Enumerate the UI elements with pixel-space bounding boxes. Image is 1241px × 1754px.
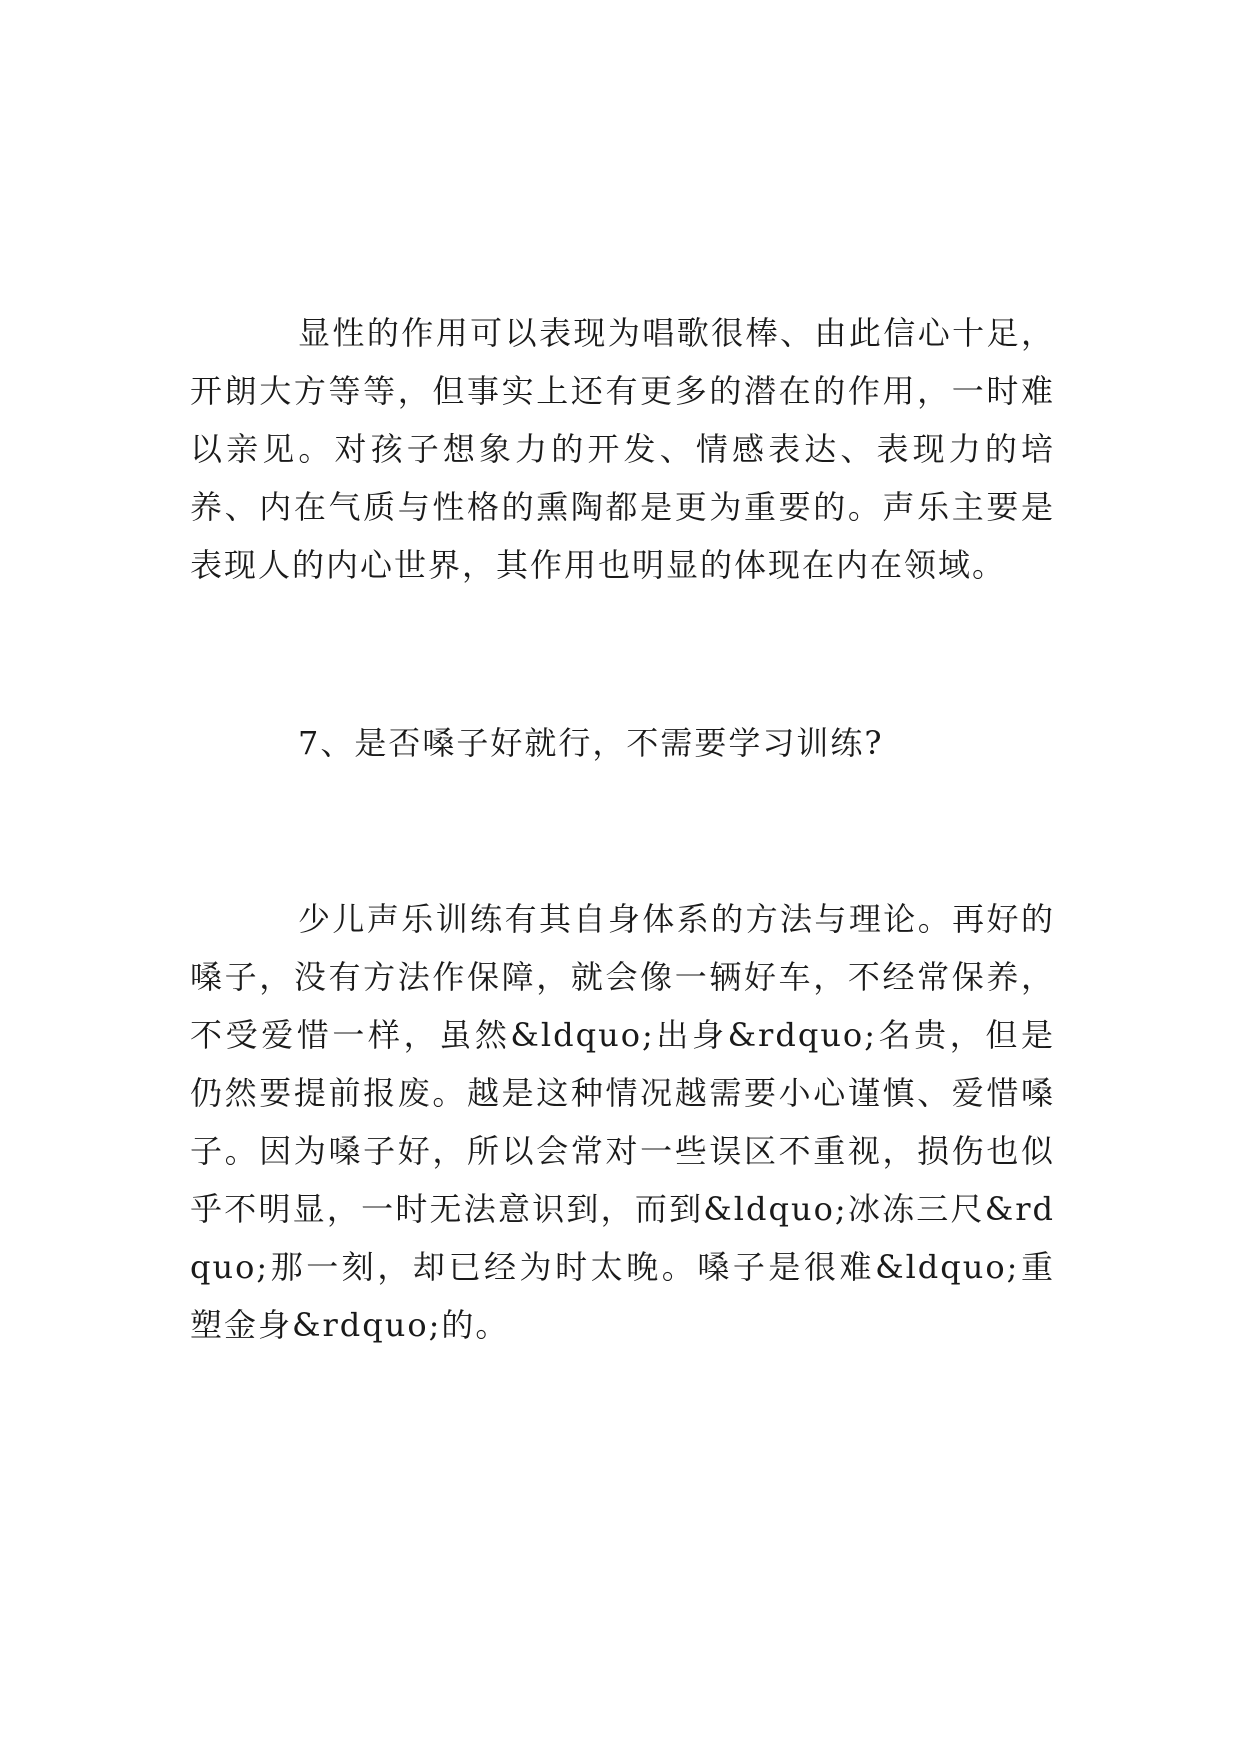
paragraph-explicit-effects: 显性的作用可以表现为唱歌很棒、由此信心十足，开朗大方等等，但事实上还有更多的潜在的作用，一时难以亲见。对孩子想象力的开发、情感表达、表现力的培养、内在气质与性格的熏陶都是更为重要的。声乐主要是表现人的内心世界，其作用也明显的体现在内在领域。: [190, 314, 1055, 584]
paragraph-voice-training: 少儿声乐训练有其自身体系的方法与理论。再好的嗓子，没有方法作保障，就会像一辆好车，不经常保养，不受爱惜一样，虽然&ldquo;出身&rdquo;名贵，但是仍然要提前报废。越是这种情况越需要小心谨慎、爱惜嗓子。因为嗓子好，所以会常对一些误区不重视，损伤也似乎不明显，一时无法意识到，而到&ldquo;冰冻三尺&rdquo;那一刻，却已经为时太晚。嗓子是很难&ldquo;重塑金身&rdquo;的。: [190, 900, 1055, 1344]
section-heading-7: 7、是否嗓子好就行，不需要学习训练?: [298, 724, 884, 762]
